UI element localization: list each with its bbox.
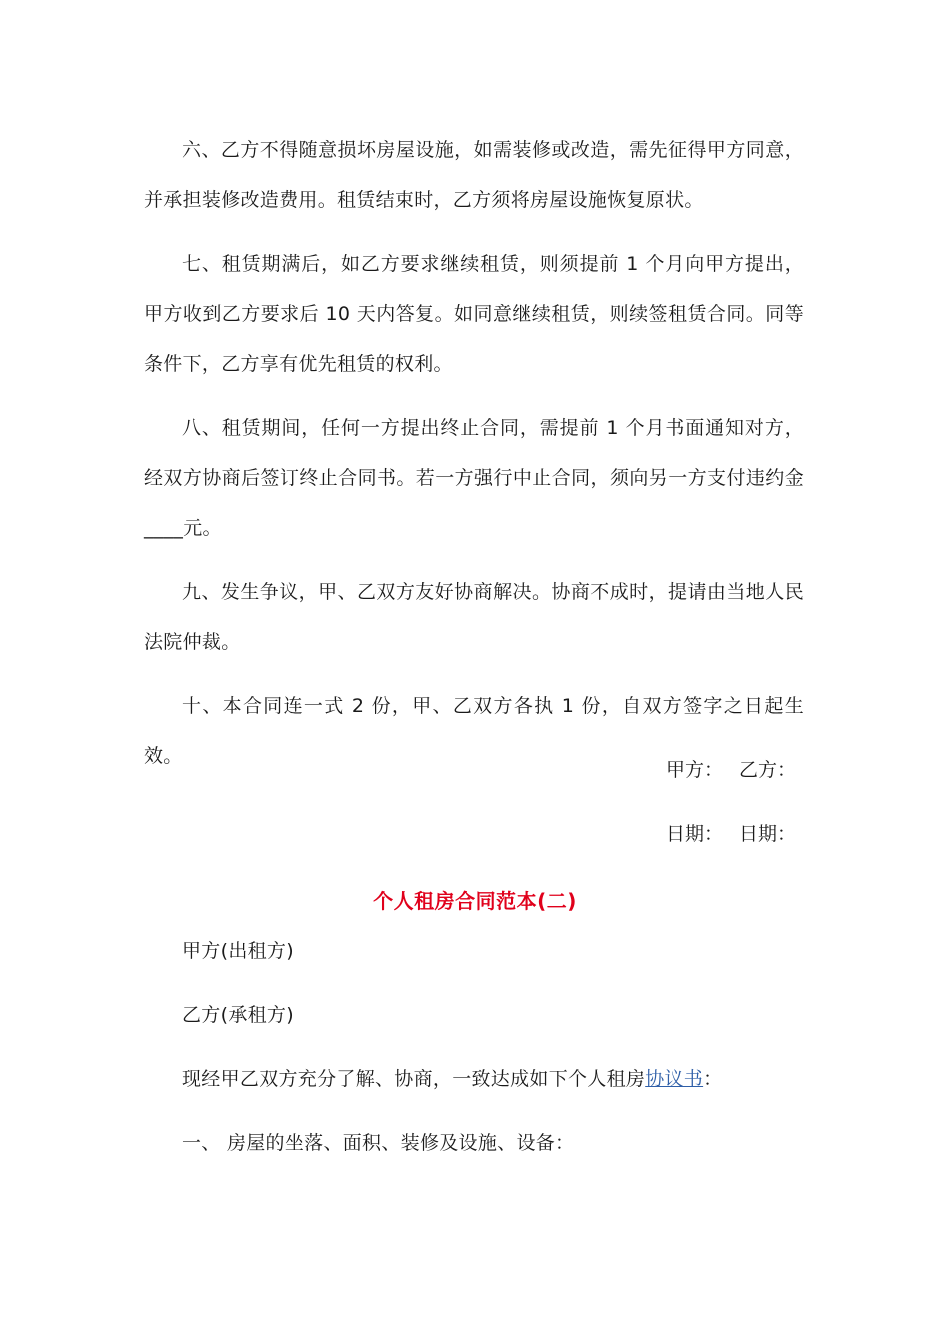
party-b-date-label: 日期： (738, 823, 796, 845)
intro-text: 现经甲乙双方充分了解、协商，一致达成如下个人租房 (182, 1068, 646, 1090)
clause-6: 六、乙方不得随意损坏房屋设施，如需装修或改造，需先征得甲方同意，并承担装修改造费用。租赁结束时，乙方须将房屋设施恢复原状。 (144, 139, 804, 211)
section-title: 个人租房合同范本(二) (373, 889, 577, 913)
party-b-signature-label: 乙方： (738, 759, 796, 781)
clause-9: 九、发生争议，甲、乙双方友好协商解决。协商不成时，提请由当地人民法院仲裁。 (144, 581, 804, 653)
clause-10: 十、本合同连一式 2 份，甲、乙双方各执 1 份，自双方签字之日起生效。 (144, 695, 804, 767)
party-a-signature-label: 甲方： (665, 759, 723, 781)
clause-8: 八、租赁期间，任何一方提出终止合同，需提前 1 个月书面通知对方，经双方协商后签订终止合同书。若一方强行中止合同，须向另一方支付违约金____元。 (144, 417, 804, 539)
item-1-heading: 一、 房屋的坐落、面积、装修及设施、设备： (182, 1132, 575, 1154)
agreement-link[interactable]: 协议书 (645, 1068, 704, 1090)
party-a-date-label: 日期： (665, 823, 723, 845)
intro-paragraph (182, 1064, 722, 1094)
clause-7: 七、租赁期满后，如乙方要求继续租赁，则须提前 1 个月向甲方提出，甲方收到乙方要求后 10 天内答复。如同意继续租赁，则续签租赁合同。同等条件下，乙方享有优先租赁的权利。 (144, 253, 804, 375)
lessor-label: 甲方(出租方) (182, 940, 294, 962)
signature-parties (666, 755, 796, 785)
lessee-label: 乙方(承租方) (182, 1004, 294, 1026)
intro-end: ： (703, 1068, 723, 1090)
signature-dates (666, 819, 796, 849)
